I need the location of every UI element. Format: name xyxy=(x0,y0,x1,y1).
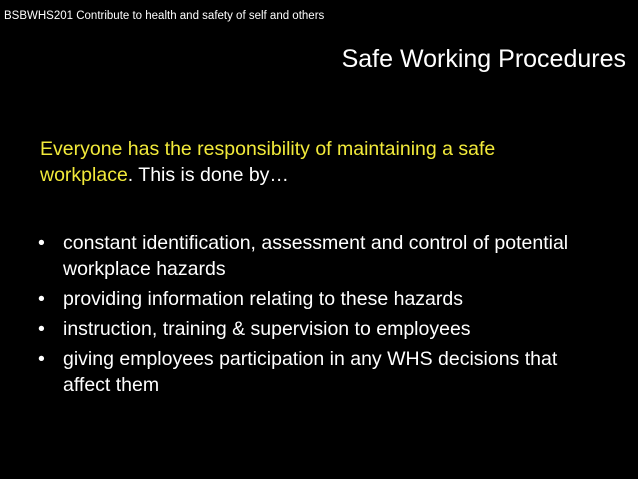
bullet-text: instruction, training & supervision to employees xyxy=(63,318,471,340)
slide-title: Safe Working Procedures xyxy=(341,45,626,73)
bullet-text: giving employees participation in any WHS decisions that affect them xyxy=(63,348,558,396)
intro-rest: . This is done by… xyxy=(127,164,289,186)
intro-paragraph xyxy=(40,136,580,188)
bullet-text: providing information relating to these hazards xyxy=(63,288,463,310)
intro-highlight-line1: Everyone has the responsibility of maintaining a safe xyxy=(40,138,496,160)
bullet-icon: • xyxy=(38,288,45,310)
bullet-list xyxy=(38,230,598,402)
intro-highlight-line2: workplace xyxy=(40,164,128,186)
bullet-icon: • xyxy=(38,348,45,370)
list-item xyxy=(38,316,598,342)
list-item xyxy=(38,230,598,282)
bullet-text: constant identification, assessment and control of potential workplace hazards xyxy=(63,232,569,280)
bullet-icon: • xyxy=(38,318,45,340)
course-header: BSBWHS201 Contribute to health and safety of self and others xyxy=(4,10,325,22)
list-item xyxy=(38,346,598,398)
list-item xyxy=(38,286,598,312)
bullet-icon: • xyxy=(38,232,45,254)
